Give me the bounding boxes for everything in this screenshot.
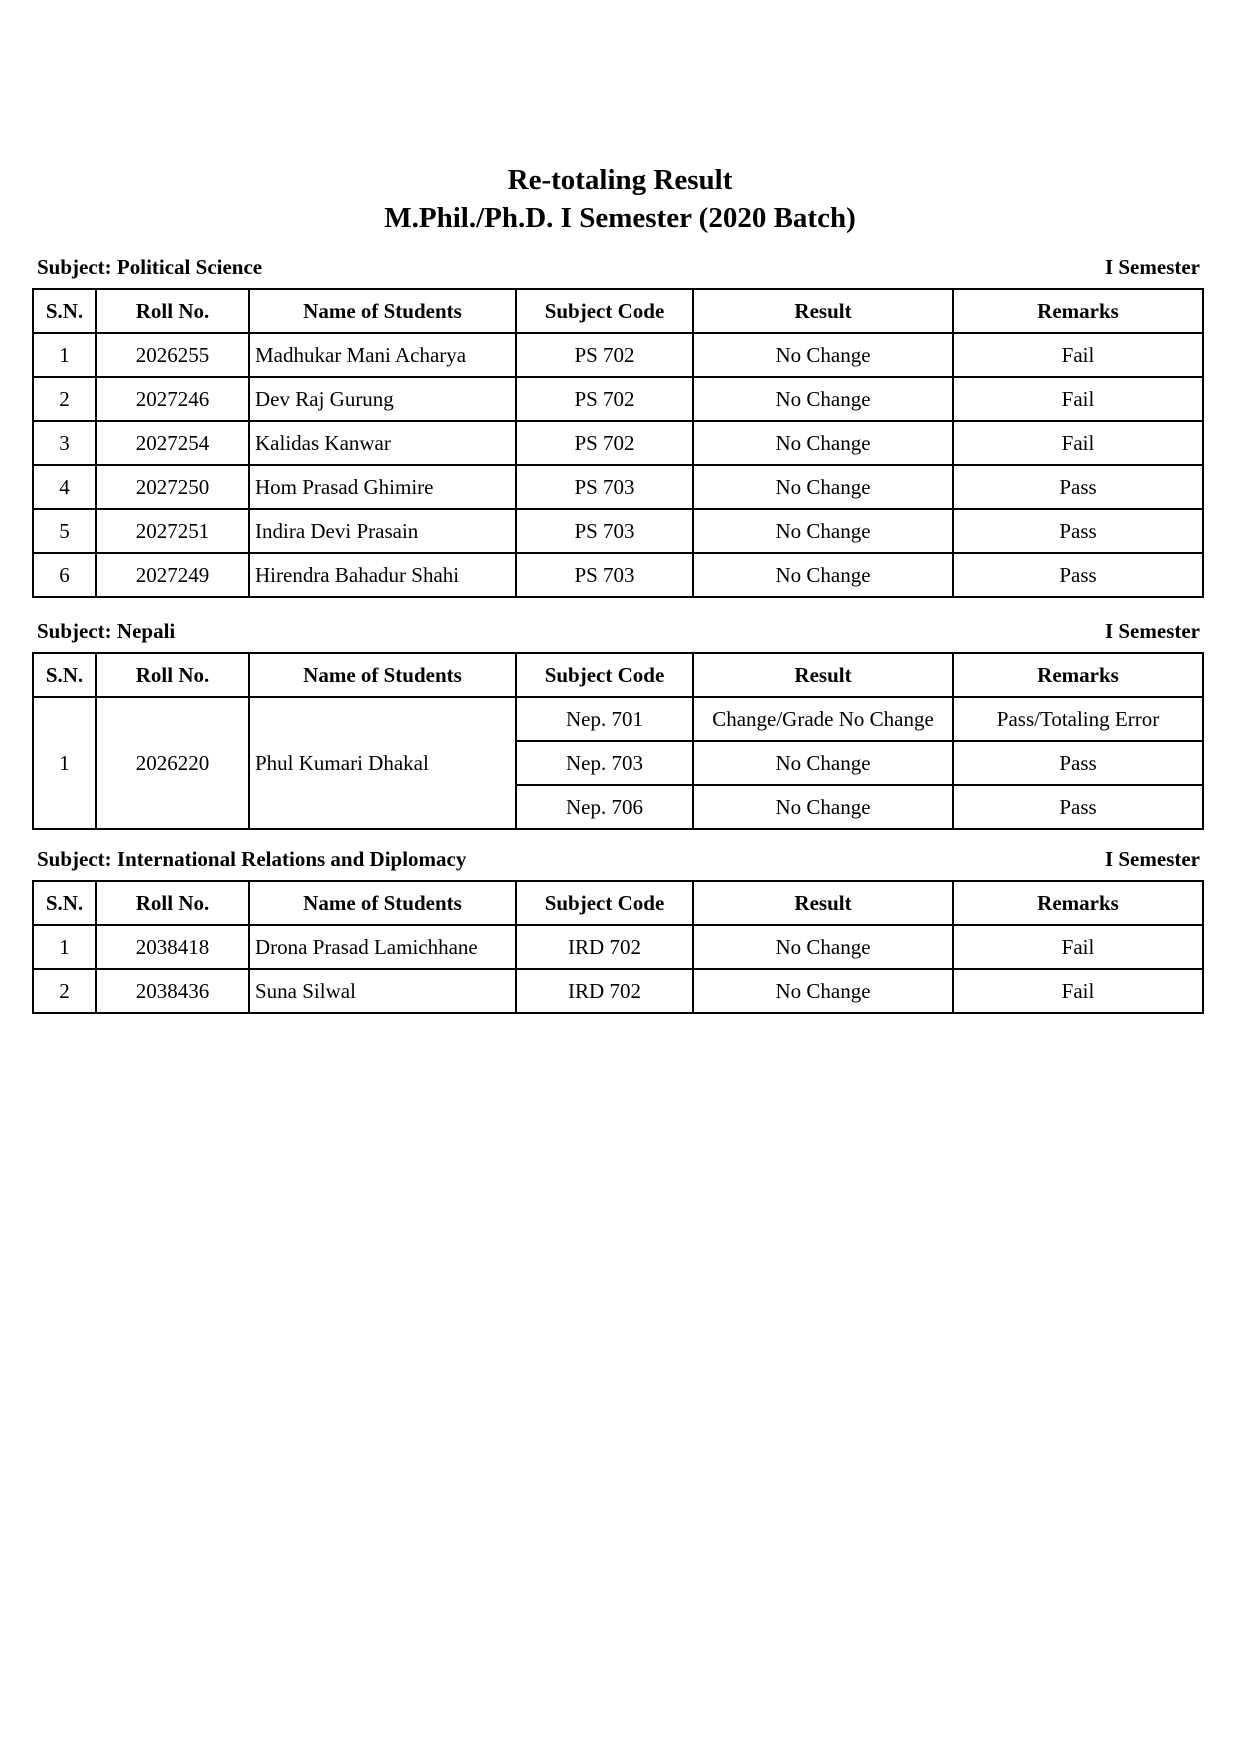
table-row: [33, 333, 1203, 377]
table-row: [33, 697, 1203, 741]
international-relations-table: [32, 880, 1204, 1014]
cell-name: Dev Raj Gurung: [249, 377, 516, 421]
col-header-code: Subject Code: [516, 881, 693, 925]
cell-name: Drona Prasad Lamichhane: [249, 925, 516, 969]
cell-result: No Change: [693, 553, 953, 597]
table-header-row: [33, 881, 1203, 925]
col-header-sn: S.N.: [33, 881, 96, 925]
col-header-roll: Roll No.: [96, 289, 249, 333]
col-header-sn: S.N.: [33, 653, 96, 697]
cell-result: No Change: [693, 465, 953, 509]
cell-name: Kalidas Kanwar: [249, 421, 516, 465]
cell-sn: 5: [33, 509, 96, 553]
cell-sn: 4: [33, 465, 96, 509]
semester-label: I Semester: [1104, 255, 1200, 279]
cell-name: Madhukar Mani Acharya: [249, 333, 516, 377]
table-header-row: [33, 289, 1203, 333]
cell-roll: 2027246: [96, 377, 249, 421]
cell-roll: 2027250: [96, 465, 249, 509]
col-header-code: Subject Code: [516, 289, 693, 333]
col-header-result: Result: [693, 653, 953, 697]
cell-roll: 2026255: [96, 333, 249, 377]
table-row: [33, 421, 1203, 465]
cell-sn: 6: [33, 553, 96, 597]
cell-remarks: Pass: [953, 741, 1203, 785]
cell-remarks: Fail: [953, 333, 1203, 377]
cell-name: Hirendra Bahadur Shahi: [249, 553, 516, 597]
cell-roll: 2026220: [96, 697, 249, 829]
cell-roll: 2027251: [96, 509, 249, 553]
subject-label: Subject: International Relations and Diplomacy: [37, 847, 467, 871]
semester-label: I Semester: [1104, 847, 1200, 871]
table-row: [33, 465, 1203, 509]
table-header-row: [33, 653, 1203, 697]
cell-result: No Change: [693, 969, 953, 1013]
cell-result: No Change: [693, 421, 953, 465]
cell-code: PS 703: [516, 465, 693, 509]
cell-code: Nep. 703: [516, 741, 693, 785]
semester-label: I Semester: [1104, 619, 1200, 643]
subject-label: Subject: Political Science: [37, 255, 263, 279]
cell-sn: 3: [33, 421, 96, 465]
cell-name: Hom Prasad Ghimire: [249, 465, 516, 509]
cell-remarks: Pass/Totaling Error: [953, 697, 1203, 741]
col-header-name: Name of Students: [249, 289, 516, 333]
table-row: [33, 509, 1203, 553]
cell-name: Suna Silwal: [249, 969, 516, 1013]
cell-roll: 2027254: [96, 421, 249, 465]
cell-name: Phul Kumari Dhakal: [249, 697, 516, 829]
cell-code: PS 703: [516, 553, 693, 597]
cell-name: Indira Devi Prasain: [249, 509, 516, 553]
cell-result: Change/Grade No Change: [693, 697, 953, 741]
cell-result: No Change: [693, 333, 953, 377]
cell-roll: 2038436: [96, 969, 249, 1013]
cell-code: IRD 702: [516, 969, 693, 1013]
cell-result: No Change: [693, 741, 953, 785]
col-header-sn: S.N.: [33, 289, 96, 333]
cell-remarks: Pass: [953, 465, 1203, 509]
cell-sn: 2: [33, 377, 96, 421]
cell-remarks: Fail: [953, 421, 1203, 465]
col-header-remarks: Remarks: [953, 289, 1203, 333]
table-row: [33, 969, 1203, 1013]
table-row: [33, 553, 1203, 597]
cell-code: PS 702: [516, 377, 693, 421]
cell-code: PS 703: [516, 509, 693, 553]
cell-code: Nep. 706: [516, 785, 693, 829]
cell-sn: 1: [33, 925, 96, 969]
col-header-name: Name of Students: [249, 881, 516, 925]
cell-code: Nep. 701: [516, 697, 693, 741]
col-header-roll: Roll No.: [96, 881, 249, 925]
cell-result: No Change: [693, 509, 953, 553]
cell-remarks: Pass: [953, 785, 1203, 829]
col-header-result: Result: [693, 881, 953, 925]
col-header-name: Name of Students: [249, 653, 516, 697]
table-row: [33, 925, 1203, 969]
cell-result: No Change: [693, 785, 953, 829]
col-header-roll: Roll No.: [96, 653, 249, 697]
cell-remarks: Fail: [953, 969, 1203, 1013]
cell-remarks: Pass: [953, 509, 1203, 553]
cell-remarks: Fail: [953, 925, 1203, 969]
cell-roll: 2038418: [96, 925, 249, 969]
col-header-result: Result: [693, 289, 953, 333]
cell-remarks: Pass: [953, 553, 1203, 597]
cell-code: PS 702: [516, 333, 693, 377]
col-header-code: Subject Code: [516, 653, 693, 697]
document-title: Re-totaling Result: [507, 164, 733, 196]
cell-code: PS 702: [516, 421, 693, 465]
cell-sn: 1: [33, 697, 96, 829]
cell-code: IRD 702: [516, 925, 693, 969]
document-subtitle: M.Phil./Ph.D. I Semester (2020 Batch): [384, 202, 856, 234]
cell-remarks: Fail: [953, 377, 1203, 421]
cell-result: No Change: [693, 377, 953, 421]
cell-result: No Change: [693, 925, 953, 969]
cell-roll: 2027249: [96, 553, 249, 597]
col-header-remarks: Remarks: [953, 653, 1203, 697]
cell-sn: 1: [33, 333, 96, 377]
cell-sn: 2: [33, 969, 96, 1013]
subject-label: Subject: Nepali: [37, 619, 176, 643]
col-header-remarks: Remarks: [953, 881, 1203, 925]
table-row: [33, 377, 1203, 421]
political-science-table: [32, 288, 1204, 598]
nepali-table: [32, 652, 1204, 830]
